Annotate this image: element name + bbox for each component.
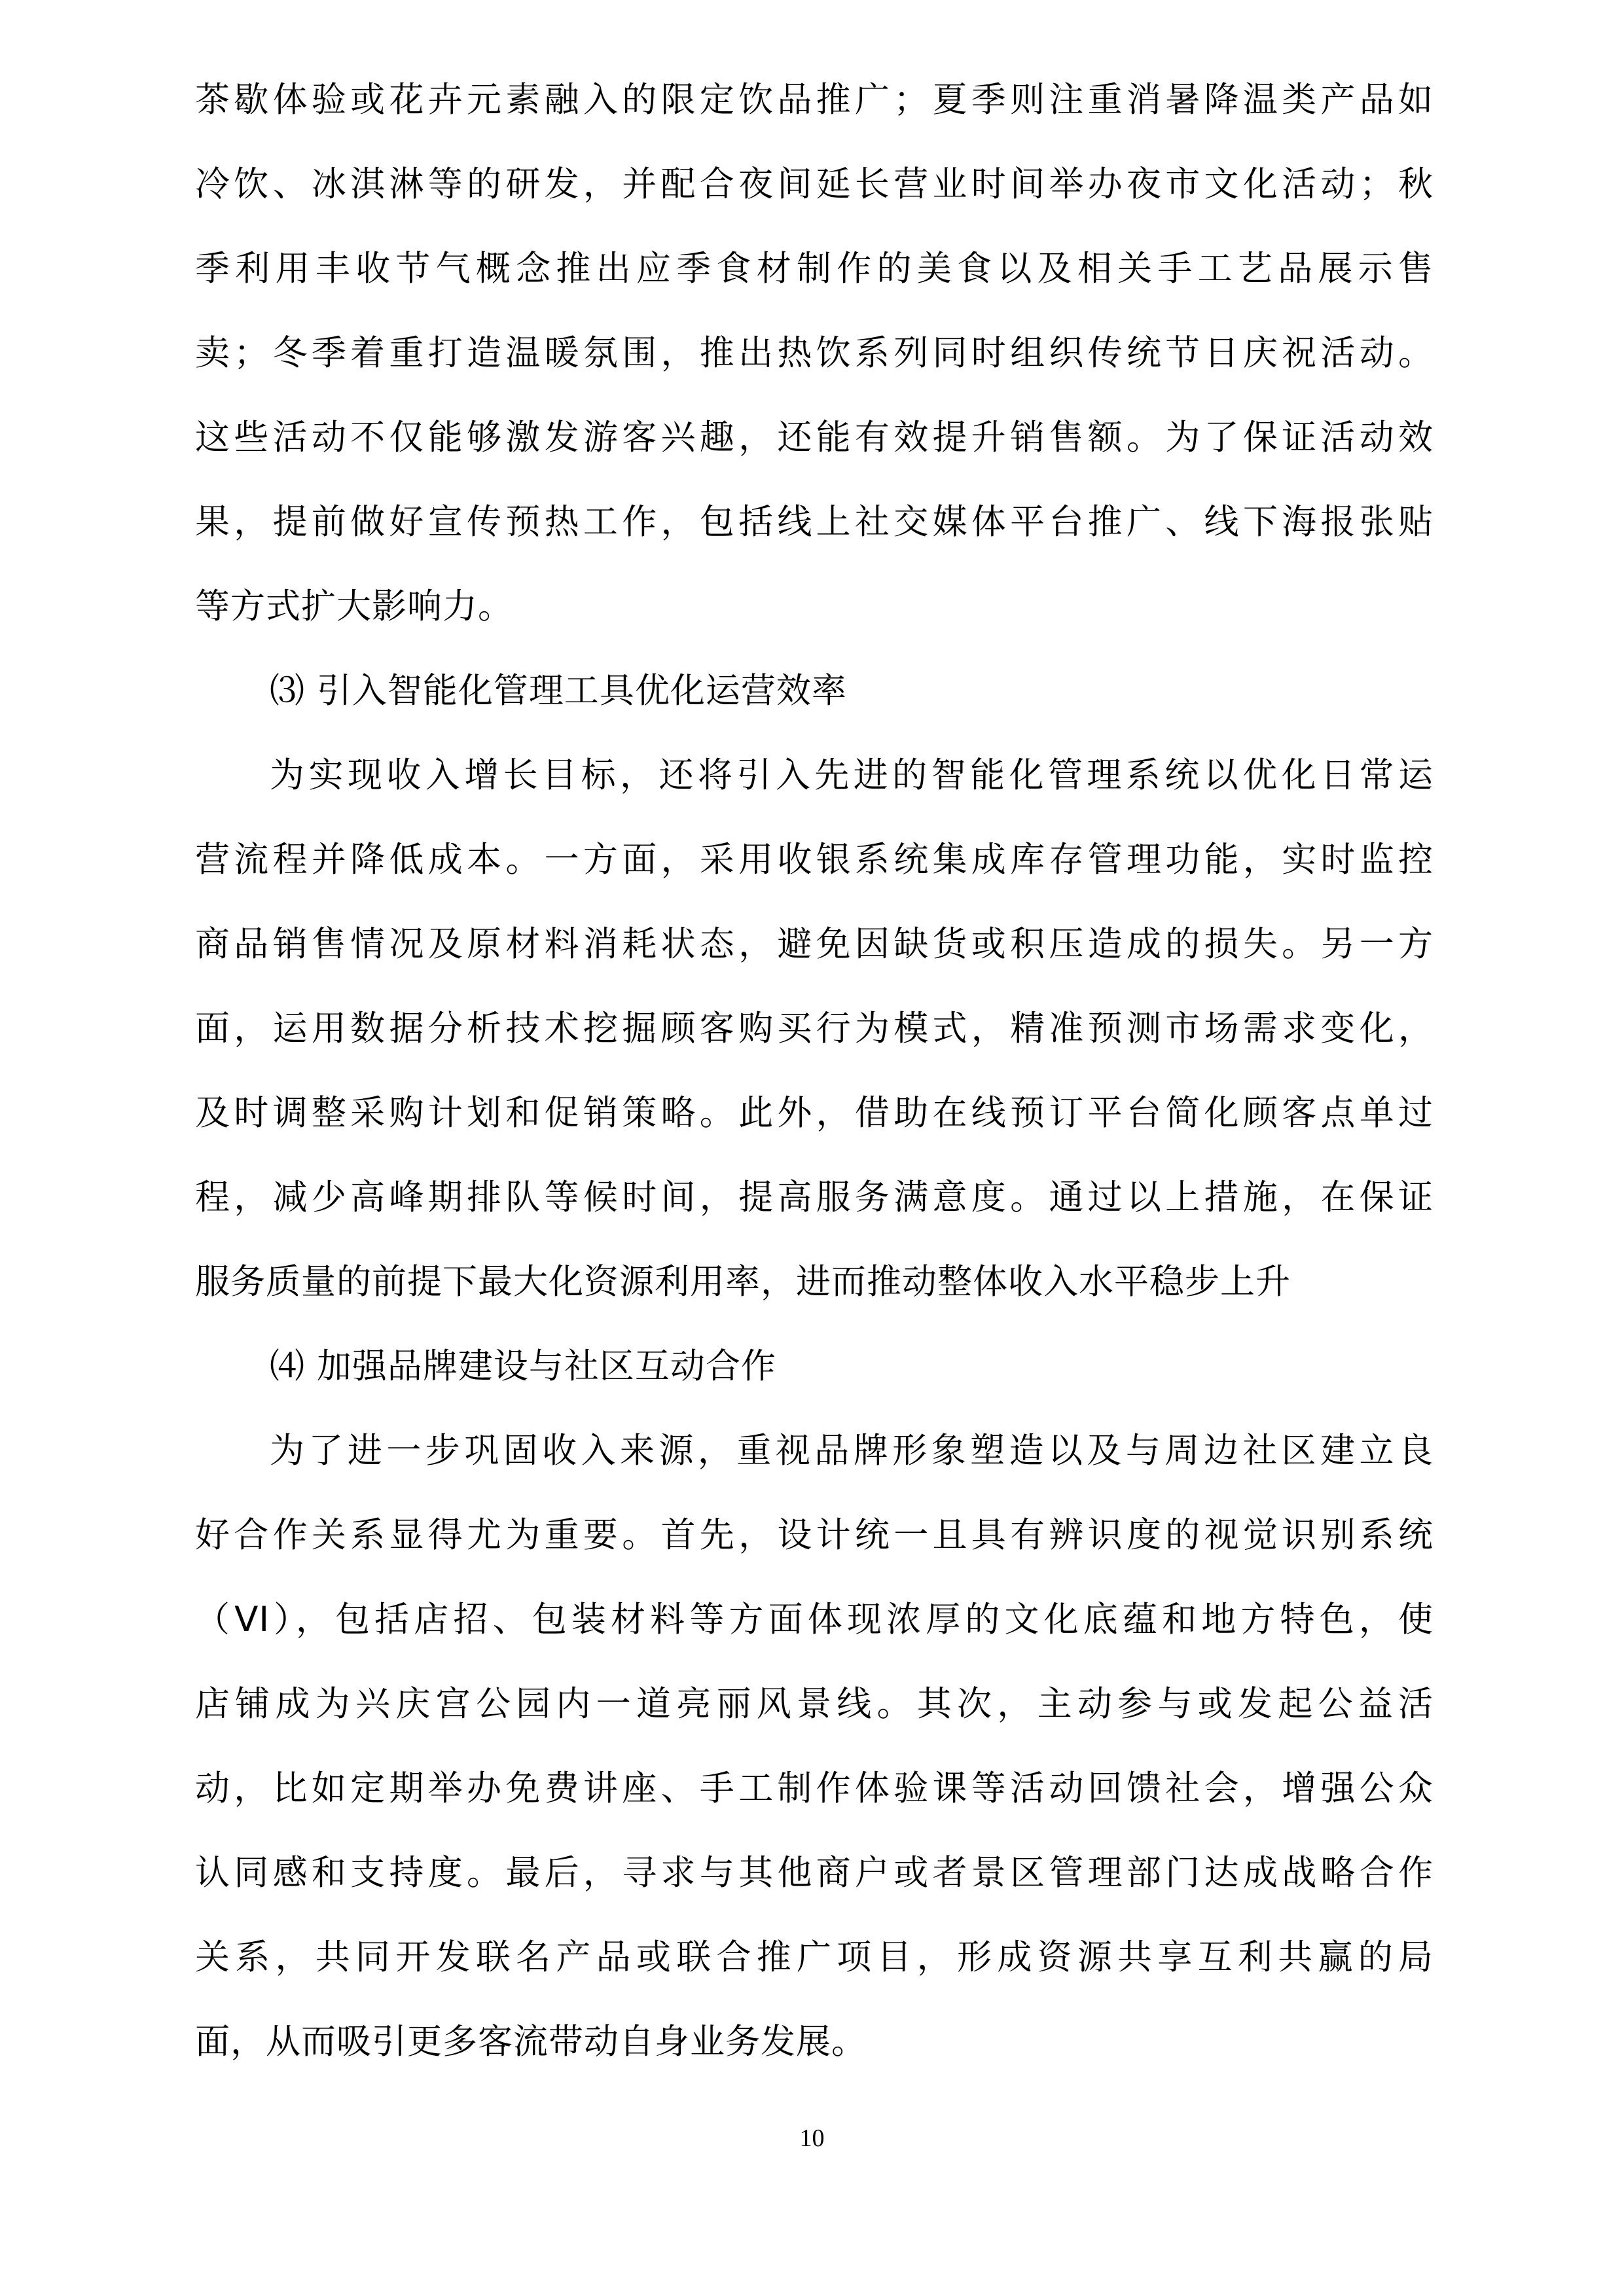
text-line: 面，从而吸引更多客流带动自身业务发展。 [195, 2022, 867, 2062]
text-line: 季利用丰收节气概念推出应季食材制作的美食以及相关手工艺品展示售 [195, 249, 1434, 289]
text-line: 店铺成为兴庆宫公园内一道亮丽风景线。其次，主动参与或发起公益活 [195, 1684, 1434, 1724]
text-line: 这些活动不仅能够激发游客兴趣，还能有效提升销售额。为了保证活动效 [195, 418, 1434, 457]
text-line: （VI），包括店招、包装材料等方面体现浓厚的文化底蕴和地方特色，使 [195, 1600, 1434, 1640]
text-line: 茶歇体验或花卉元素融入的限定饮品推广；夏季则注重消暑降温类产品如 [195, 80, 1434, 120]
text-line: 认同感和支持度。最后，寻求与其他商户或者景区管理部门达成战略合作 [195, 1853, 1434, 1893]
section-heading: ⑷ 加强品牌建设与社区互动合作 [270, 1346, 776, 1386]
text-line: 服务质量的前提下最大化资源利用率，进而推动整体收入水平稳步上升 [195, 1262, 1291, 1302]
text-line: 卖；冬季着重打造温暖氛围，推出热饮系列同时组织传统节日庆祝活动。 [195, 333, 1434, 373]
text-line: 商品销售情况及原材料消耗状态，避免因缺货或积压造成的损失。另一方 [195, 924, 1434, 964]
text-line: 为了进一步巩固收入来源，重视品牌形象塑造以及与周边社区建立良 [270, 1431, 1434, 1471]
text-line: 程，减少高峰期排队等候时间，提高服务满意度。通过以上措施，在保证 [195, 1177, 1434, 1217]
text-line: 好合作关系显得尤为重要。首先，设计统一且具有辨识度的视觉识别系统 [195, 1515, 1434, 1555]
text-line: 营流程并降低成本。一方面，采用收银系统集成库存管理功能，实时监控 [195, 840, 1434, 880]
section-heading: ⑶ 引入智能化管理工具优化运营效率 [270, 671, 847, 711]
text-line: 等方式扩大影响力。 [195, 586, 513, 626]
text-line: 果，提前做好宣传预热工作，包括线上社交媒体平台推广、线下海报张贴 [195, 502, 1434, 542]
body-text [195, 58, 1434, 2084]
text-line: 面，运用数据分析技术挖掘顾客购买行为模式，精准预测市场需求变化， [195, 1009, 1434, 1049]
text-line: 为实现收入增长目标，还将引入先进的智能化管理系统以优化日常运 [270, 755, 1434, 795]
page-number: 10 [799, 2125, 825, 2152]
text-line: 冷饮、冰淇淋等的研发，并配合夜间延长营业时间举办夜市文化活动；秋 [195, 164, 1434, 204]
text-line: 动，比如定期举办免费讲座、手工制作体验课等活动回馈社会，增强公众 [195, 1768, 1434, 1808]
text-line: 关系，共同开发联名产品或联合推广项目，形成资源共享互利共赢的局 [195, 1937, 1434, 1977]
text-line: 及时调整采购计划和促销策略。此外，借助在线预订平台简化顾客点单过 [195, 1093, 1434, 1133]
